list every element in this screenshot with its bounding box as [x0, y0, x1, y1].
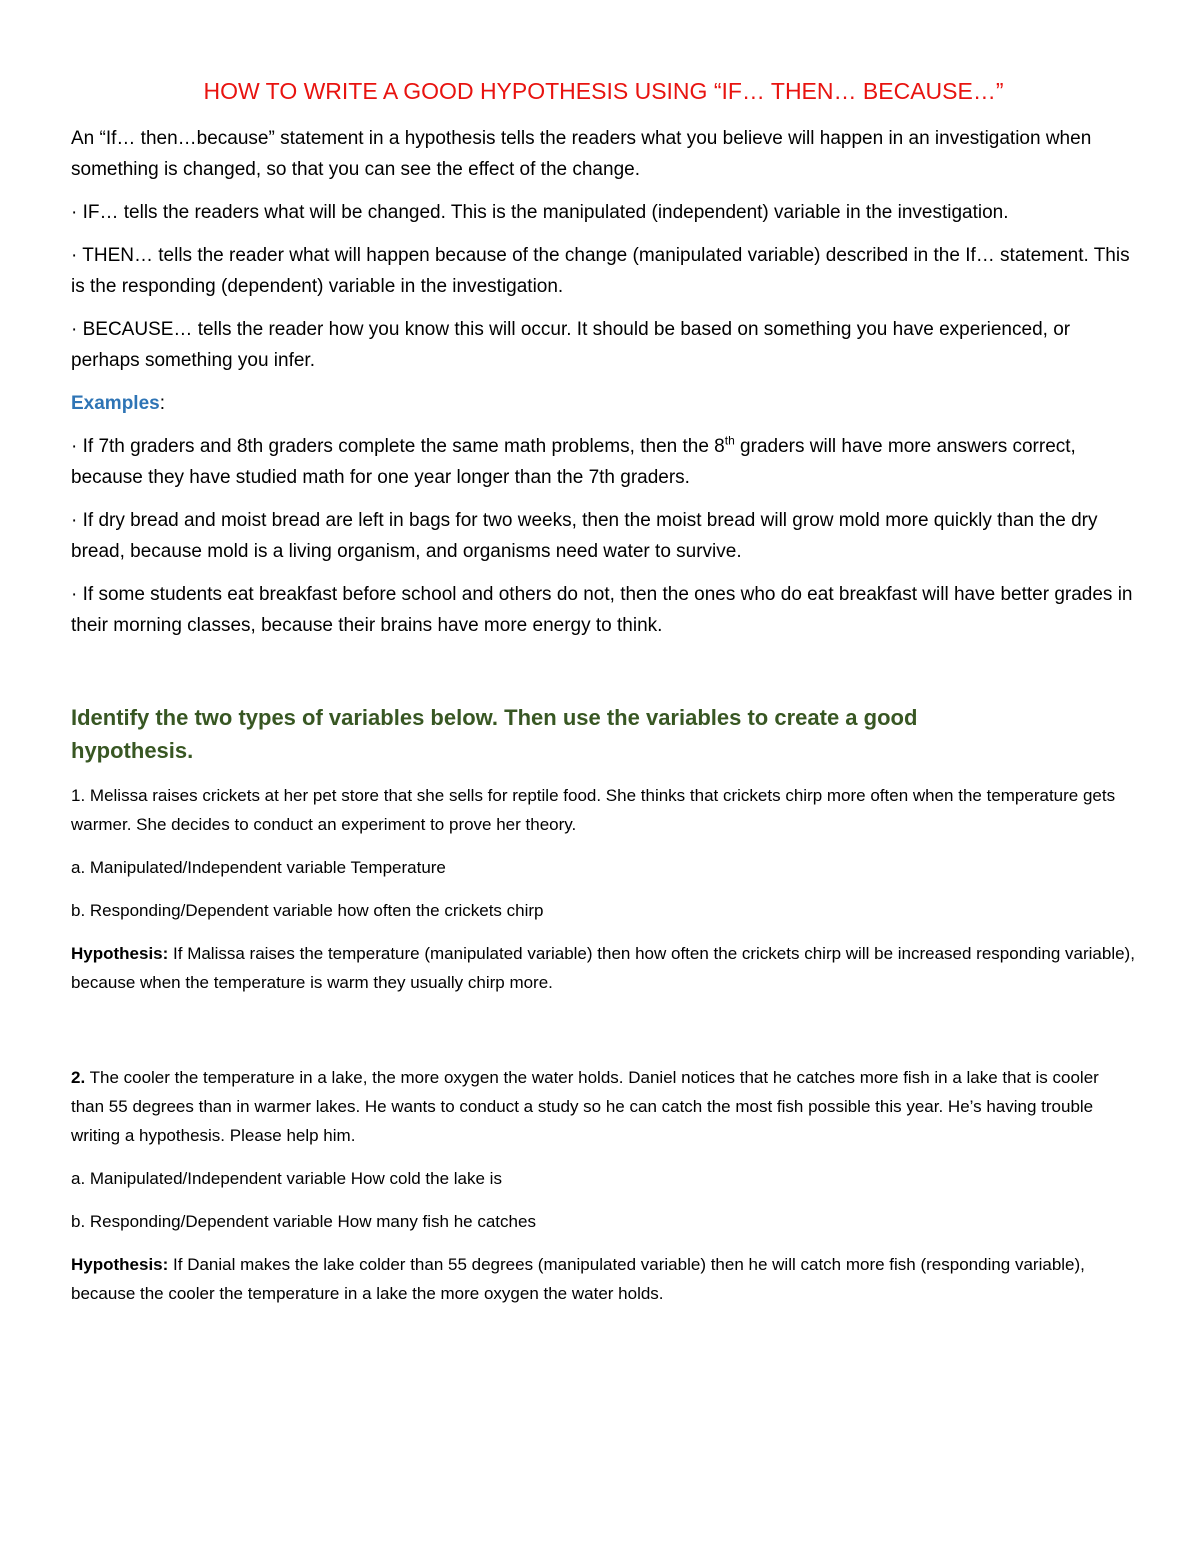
- examples-label: Examples: [71, 393, 160, 414]
- intro-section: [71, 123, 1136, 376]
- then-explanation: · THEN… tells the reader what will happen because of the change (manipulated variable) described in the If… statement. This is the responding (dependent) variable in the investigation.: [71, 245, 1130, 297]
- intro-paragraph: An “If… then…because” statement in a hypothesis tells the readers what you believe will happen in an investigation when something is changed, so that you can see the effect of the change.: [71, 128, 1092, 180]
- question-1-manipulated-variable: a. Manipulated/Independent variable Temperature: [71, 858, 446, 877]
- examples-section: [71, 388, 1136, 641]
- question-1: [71, 781, 1136, 997]
- page-title: HOW TO WRITE A GOOD HYPOTHESIS USING “IF… THEN… BECAUSE…”: [203, 78, 1004, 104]
- example-1-part-b: graders will have more answers correct, because they have studied math for one year longer than the 7th graders.: [71, 436, 1076, 488]
- question-2-text: [71, 1063, 1136, 1150]
- question-2-hypothesis: [71, 1250, 1136, 1308]
- question-2: [71, 1011, 1136, 1308]
- question-spacer: [71, 1011, 1136, 1063]
- task-heading: Identify the two types of variables below. Then use the variables to create a good hypothesis.: [71, 705, 918, 763]
- example-2: · If dry bread and moist bread are left in bags for two weeks, then the moist bread will grow mold more quickly than the dry bread, because mold is a living organism, and organisms need water to survive.: [71, 510, 1098, 562]
- question-2-hypothesis-text: If Danial makes the lake colder than 55 degrees (manipulated variable) then he will catch more fish (responding variable), because the cooler the temperature in a lake the more oxygen the water holds.: [71, 1255, 1085, 1303]
- question-2-hypothesis-label: Hypothesis:: [71, 1255, 169, 1274]
- document-content: [71, 78, 1136, 1322]
- question-1-body: Melissa raises crickets at her pet store that she sells for reptile food. She thinks that crickets chirp more often when the temperature gets warmer. She decides to conduct an experiment to prove her theory.: [71, 786, 1116, 834]
- example-1: [71, 431, 1136, 493]
- question-1-number: 1.: [71, 786, 86, 805]
- question-1-responding-variable: b. Responding/Dependent variable how often the crickets chirp: [71, 901, 544, 920]
- examples-colon: :: [159, 393, 166, 414]
- question-2-body: The cooler the temperature in a lake, the more oxygen the water holds. Daniel notices that he catches more fish in a lake that is cooler than 55 degrees than in warmer lakes. He wants to conduct a study so he can catch the most fish possible this year. He’s having trouble writing a hypothesis. Please help him.: [71, 1068, 1099, 1145]
- examples-heading: [71, 388, 1136, 419]
- question-1-text: [71, 781, 1136, 839]
- question-2-number: 2.: [71, 1068, 86, 1087]
- if-explanation: · IF… tells the readers what will be changed. This is the manipulated (independent) variable in the investigation.: [71, 202, 1009, 223]
- question-1-hypothesis-label: Hypothesis:: [71, 944, 169, 963]
- example-1-part-a: · If 7th graders and 8th graders complete the same math problems, then the 8: [71, 436, 725, 457]
- question-1-hypothesis: [71, 939, 1136, 997]
- example-1-superscript: th: [724, 433, 735, 448]
- because-explanation: · BECAUSE… tells the reader how you know this will occur. It should be based on something you have experienced, or perhaps something you infer.: [71, 319, 1071, 371]
- question-1-hypothesis-text: If Malissa raises the temperature (manipulated variable) then how often the crickets chirp will be increased responding variable), because when the temperature is warm they usually chirp more.: [71, 944, 1135, 992]
- question-2-manipulated-variable: a. Manipulated/Independent variable How cold the lake is: [71, 1169, 502, 1188]
- question-2-responding-variable: b. Responding/Dependent variable How many fish he catches: [71, 1212, 536, 1231]
- example-3: · If some students eat breakfast before school and others do not, then the ones who do eat breakfast will have better grades in their morning classes, because their brains have more energy to think.: [71, 584, 1133, 636]
